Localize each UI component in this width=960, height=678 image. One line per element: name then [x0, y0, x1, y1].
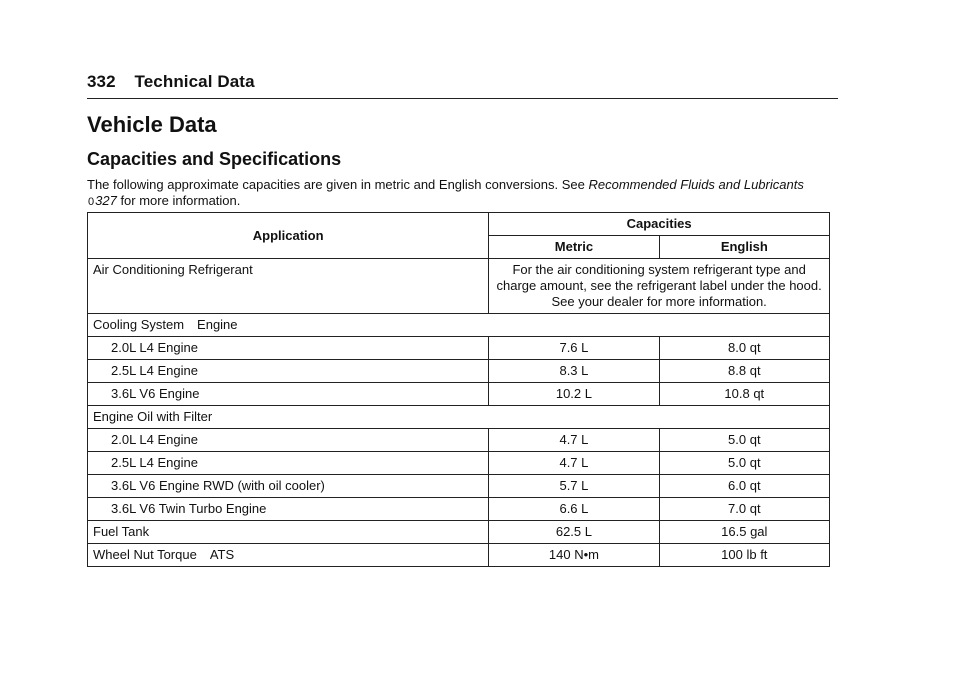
capacities-table: [87, 212, 830, 567]
table-body: [88, 259, 830, 567]
note-cell: For the air conditioning system refrigerant type and charge amount, see the refrigerant label under the hood. See your dealer for more information.: [489, 259, 830, 314]
metric-cell: 4.7 L: [489, 452, 659, 475]
application-cell: Air Conditioning Refrigerant: [88, 259, 489, 314]
table-row: [88, 406, 830, 429]
metric-cell: 4.7 L: [489, 429, 659, 452]
header-divider: [87, 98, 838, 99]
application-cell: 3.6L V6 Twin Turbo Engine: [88, 498, 489, 521]
page-number: 332: [87, 72, 116, 91]
application-cell: 2.0L L4 Engine: [88, 429, 489, 452]
application-cell: 2.0L L4 Engine: [88, 337, 489, 360]
table-row: [88, 498, 830, 521]
english-cell: 16.5 gal: [659, 521, 829, 544]
metric-cell: 140 N•m: [489, 544, 659, 567]
table-row: [88, 452, 830, 475]
intro-text-end: for more information.: [116, 193, 241, 208]
header-metric: Metric: [489, 236, 659, 259]
english-cell: 6.0 qt: [659, 475, 829, 498]
intro-paragraph: [87, 177, 837, 210]
table-row: [88, 544, 830, 567]
table-row: [88, 521, 830, 544]
application-cell: Fuel Tank: [88, 521, 489, 544]
english-cell: 7.0 qt: [659, 498, 829, 521]
page-reference[interactable]: 327: [95, 193, 117, 208]
metric-cell: 6.6 L: [489, 498, 659, 521]
page-title: Vehicle Data: [87, 112, 217, 137]
table-row: [88, 429, 830, 452]
english-cell: 8.0 qt: [659, 337, 829, 360]
table-row: [88, 383, 830, 406]
english-cell: 8.8 qt: [659, 360, 829, 383]
metric-cell: 62.5 L: [489, 521, 659, 544]
fluids-link[interactable]: Recommended Fluids and Lubricants: [588, 177, 804, 192]
english-cell: 5.0 qt: [659, 452, 829, 475]
section-title: Technical Data: [134, 72, 255, 91]
section-cell: Cooling System Engine: [88, 314, 830, 337]
english-cell: 5.0 qt: [659, 429, 829, 452]
page-reference-icon: 0: [88, 196, 95, 208]
metric-cell: 5.7 L: [489, 475, 659, 498]
metric-cell: 10.2 L: [489, 383, 659, 406]
application-cell: 3.6L V6 Engine RWD (with oil cooler): [88, 475, 489, 498]
section-cell: Engine Oil with Filter: [88, 406, 830, 429]
header-application: Application: [88, 213, 489, 259]
application-cell: 2.5L L4 Engine: [88, 452, 489, 475]
table-row: [88, 337, 830, 360]
intro-text: The following approximate capacities are given in metric and English conversions. See: [87, 177, 589, 192]
application-cell: 3.6L V6 Engine: [88, 383, 489, 406]
header-english: English: [659, 236, 829, 259]
application-cell: 2.5L L4 Engine: [88, 360, 489, 383]
table-row: [88, 475, 830, 498]
table-row: [88, 259, 830, 314]
table-row: [88, 360, 830, 383]
header-capacities: Capacities: [489, 213, 830, 236]
metric-cell: 8.3 L: [489, 360, 659, 383]
metric-cell: 7.6 L: [489, 337, 659, 360]
table-row: [88, 314, 830, 337]
application-cell: Wheel Nut Torque ATS: [88, 544, 489, 567]
page-header: [87, 72, 838, 92]
english-cell: 100 lb ft: [659, 544, 829, 567]
english-cell: 10.8 qt: [659, 383, 829, 406]
section-heading: Capacities and Specifications: [87, 149, 342, 169]
